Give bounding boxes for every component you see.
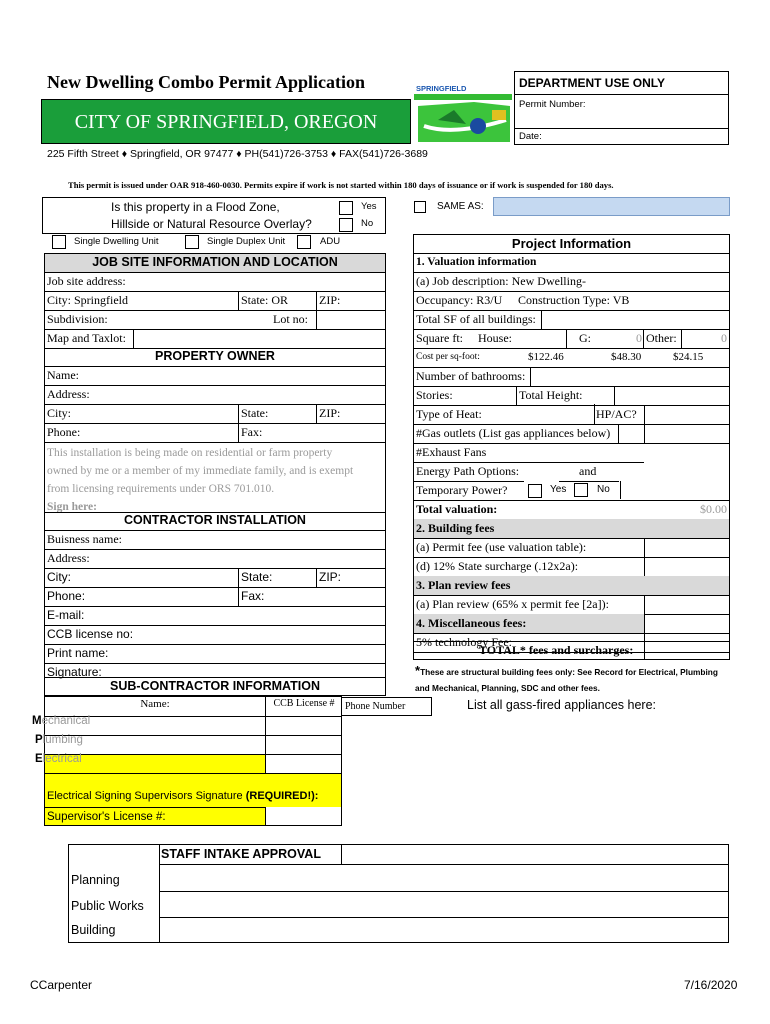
- signature-label: Signature:: [47, 665, 102, 679]
- owner-city-label: City:: [47, 406, 72, 420]
- staff-intake-table: [68, 844, 729, 943]
- energy-path-label: Energy Path Options:: [416, 464, 520, 478]
- same-as-label: SAME AS:: [437, 201, 484, 212]
- map-taxlot-field[interactable]: [45, 329, 385, 349]
- stories-row[interactable]: [414, 386, 729, 406]
- flood-yes-label: Yes: [361, 201, 377, 212]
- subdivision-row[interactable]: [45, 310, 385, 330]
- flood-no-checkbox[interactable]: [339, 218, 353, 232]
- square-ft-row[interactable]: [414, 329, 729, 349]
- business-name-label: Buisness name:: [47, 532, 122, 546]
- supervisor-signature-label: Electrical Signing Supervisors Signature: [47, 790, 243, 802]
- temp-power-row[interactable]: [414, 481, 729, 500]
- flood-question-2: Hillside or Natural Resource Overlay?: [111, 217, 312, 231]
- sign-here-field[interactable]: Sign here:: [47, 501, 97, 513]
- total-fees-row: [413, 641, 730, 660]
- contractor-header: CONTRACTOR INSTALLATION: [45, 512, 385, 531]
- total-valuation-value: $0.00: [700, 502, 727, 516]
- supervisor-license-label: Supervisor's License #:: [47, 811, 166, 823]
- total-fees-label: TOTAL* fees and surcharges:: [479, 643, 634, 657]
- ccb-license-field[interactable]: [45, 625, 385, 645]
- required-label: (REQUIRED!):: [245, 790, 319, 802]
- staff-intake-header: STAFF INTAKE APPROVAL: [161, 847, 321, 861]
- owner-name-label: Name:: [47, 368, 79, 382]
- email-field[interactable]: [45, 606, 385, 626]
- owner-city-row[interactable]: [45, 404, 385, 424]
- heat-type-label: Type of Heat:: [416, 407, 482, 421]
- plan-review-row[interactable]: [414, 595, 729, 615]
- planning-field[interactable]: [160, 865, 728, 891]
- cost-g-value: $48.30: [611, 351, 642, 363]
- planning-label: Planning: [71, 873, 120, 887]
- dept-use-title: DEPARTMENT USE ONLY: [515, 72, 728, 95]
- building-label: Building: [71, 923, 116, 937]
- owner-name-field[interactable]: [45, 366, 385, 386]
- mechanical-rest: echanical: [41, 715, 91, 727]
- project-info-header: Project Information: [414, 235, 729, 254]
- print-name-label: Print name:: [47, 646, 109, 660]
- energy-path-row[interactable]: [414, 462, 729, 481]
- owner-address-field[interactable]: [45, 385, 385, 405]
- supervisor-license-field[interactable]: [45, 807, 265, 825]
- springfield-logo: [414, 80, 512, 146]
- electrical-initial: E: [35, 753, 43, 765]
- total-sf-label: Total SF of all buildings:: [416, 312, 536, 326]
- property-owner-header: PROPERTY OWNER: [45, 348, 385, 367]
- permit-fee-row[interactable]: [414, 538, 729, 558]
- electrical-label: [35, 753, 82, 765]
- building-fees-label: 2. Building fees: [416, 521, 495, 535]
- contractor-address-label: Address:: [47, 551, 90, 565]
- plumbing-initial: P: [35, 734, 43, 746]
- footer-author: CCarpenter: [30, 978, 93, 992]
- job-site-zip-label: ZIP:: [319, 293, 341, 307]
- dept-use-box: [514, 71, 729, 145]
- temp-power-yes-label: Yes: [550, 484, 567, 495]
- contractor-fax-label: Fax:: [241, 589, 265, 603]
- flood-zone-box: [42, 197, 386, 234]
- exemption-line-2: owned by me or a member of my immediate family, and is exempt: [47, 465, 354, 477]
- city-banner: [41, 99, 411, 144]
- contractor-address-field[interactable]: [45, 549, 385, 569]
- misc-fees-row[interactable]: [414, 614, 729, 634]
- temp-power-no-label: No: [597, 484, 610, 495]
- cost-per-sqft-row: [414, 348, 729, 368]
- city-banner-text: CITY OF SPRINGFIELD, OREGON: [74, 111, 378, 133]
- plumbing-rest: lumbing: [42, 734, 83, 746]
- footnote-line-1: These are structural building fees only: See Record for Electrical, Plumbing: [420, 667, 718, 677]
- cost-other-value: $24.15: [673, 351, 704, 363]
- valuation-header-label: 1. Valuation information: [416, 256, 537, 268]
- logo-graphic-icon: [414, 80, 512, 146]
- hpac-label: HP/AC?: [596, 407, 637, 421]
- misc-fees-label: 4. Miscellaneous fees:: [416, 616, 527, 630]
- stories-label: Stories:: [416, 388, 453, 402]
- single-dwelling-checkbox[interactable]: [52, 235, 66, 249]
- ccb-license-label: CCB license no:: [47, 627, 134, 641]
- contractor-city-label: City:: [47, 570, 71, 584]
- total-sf-field[interactable]: [414, 310, 729, 330]
- gas-outlets-row[interactable]: [414, 424, 729, 444]
- surcharge-row[interactable]: [414, 557, 729, 577]
- same-as-field[interactable]: [493, 197, 730, 216]
- supervisor-signature-field[interactable]: [45, 773, 341, 807]
- other-value: 0: [721, 331, 727, 345]
- energy-and-label: and: [579, 464, 597, 478]
- exhaust-fans-row[interactable]: [414, 443, 729, 462]
- single-duplex-checkbox[interactable]: [185, 235, 199, 249]
- footer-date: 7/16/2020: [684, 978, 738, 992]
- contractor-state-label: State:: [241, 570, 273, 584]
- building-fees-header: [414, 519, 729, 539]
- adu-checkbox[interactable]: [297, 235, 311, 249]
- owner-zip-label: ZIP:: [319, 406, 341, 420]
- flood-yes-checkbox[interactable]: [339, 201, 353, 215]
- contractor-phone-label: Phone:: [47, 589, 86, 603]
- form-title: New Dwelling Combo Permit Application: [47, 72, 365, 92]
- g-value: 0: [636, 331, 642, 345]
- contractor-zip-label: ZIP:: [319, 570, 342, 584]
- left-form: [44, 253, 386, 678]
- gas-outlets-label: #Gas outlets (List gas appliances below): [416, 426, 611, 440]
- subdivision-label: Subdivision:: [47, 312, 108, 326]
- unit-type-row: [42, 234, 386, 251]
- bathrooms-label: Number of bathrooms:: [416, 369, 526, 383]
- mechanical-initial: M: [32, 715, 42, 727]
- owner-phone-label: Phone:: [47, 425, 81, 439]
- owner-state-label: State:: [241, 406, 269, 420]
- same-as-checkbox[interactable]: [414, 201, 426, 213]
- permit-number-field[interactable]: Permit Number:: [515, 95, 728, 129]
- other-label: Other:: [646, 331, 677, 345]
- plan-review-label: (a) Plan review (65% x permit fee [2a]):: [416, 597, 609, 611]
- job-site-address-label: Job site address:: [47, 274, 126, 288]
- subcontractor-table: [41, 678, 406, 828]
- job-site-city-label: City: Springfield: [47, 293, 128, 307]
- public-works-label: Public Works: [71, 899, 144, 913]
- g-label: G:: [579, 331, 591, 345]
- temp-power-yes-checkbox[interactable]: [528, 484, 542, 498]
- subcontractor-header: SUB-CONTRACTOR INFORMATION: [44, 678, 386, 696]
- logo-text: SPRINGFIELD: [416, 84, 467, 93]
- plan-review-fees-label: 3. Plan review fees: [416, 578, 511, 592]
- valuation-header: [414, 253, 729, 273]
- public-works-field[interactable]: [160, 892, 728, 917]
- flood-no-label: No: [361, 218, 374, 229]
- footnote-star: *: [415, 663, 421, 678]
- house-label: House:: [478, 331, 512, 345]
- building-field[interactable]: [160, 918, 728, 943]
- footnote-line-2: and Mechanical, Planning, SDC and other fees.: [415, 683, 600, 693]
- exemption-statement: [47, 444, 353, 516]
- mechanical-label: [32, 715, 90, 727]
- square-ft-label: Square ft:: [416, 331, 463, 345]
- heat-type-row[interactable]: [414, 405, 729, 425]
- fees-footnote: [415, 663, 718, 696]
- job-site-header: JOB SITE INFORMATION AND LOCATION: [45, 254, 385, 273]
- total-valuation-label: Total valuation:: [416, 502, 498, 516]
- plumbing-label: [35, 734, 83, 746]
- permit-notice: This permit is issued under OAR 918-460-0030. Permits expire if work is not started within 180 days of issuance or if work is suspended for 180 days.: [68, 180, 614, 190]
- job-site-state-label: State: OR: [241, 293, 288, 307]
- cost-label: Cost per sq-foot:: [416, 352, 480, 362]
- project-info-box: [413, 234, 730, 660]
- lot-label: Lot no:: [273, 312, 308, 326]
- job-description-label: (a) Job description: New Dwelling-: [416, 274, 586, 288]
- flood-question-1: Is this property in a Flood Zone,: [111, 200, 280, 214]
- col-name-header: Name:: [140, 698, 170, 710]
- temp-power-label: Temporary Power?: [416, 483, 508, 497]
- job-site-city-row[interactable]: [45, 291, 385, 311]
- adu-label: ADU: [320, 236, 341, 247]
- single-dwelling-label: Single Dwelling Unit: [74, 236, 159, 247]
- plan-review-fees-header: [414, 576, 729, 596]
- owner-fax-label: Fax:: [241, 425, 263, 439]
- gas-appliances-label: List all gass-fired appliances here:: [467, 698, 656, 712]
- email-label: E-mail:: [47, 608, 85, 622]
- temp-power-no-checkbox[interactable]: [574, 483, 588, 497]
- print-name-field[interactable]: [45, 644, 385, 664]
- exhaust-fans-label: #Exhaust Fans: [416, 445, 487, 459]
- contractor-city-row[interactable]: [45, 568, 385, 588]
- total-valuation-row: [414, 500, 729, 520]
- single-duplex-label: Single Duplex Unit: [207, 236, 286, 247]
- electrical-rest: lectrical: [42, 753, 82, 765]
- owner-phone-row[interactable]: [45, 423, 385, 443]
- surcharge-label: (d) 12% State surcharge (.12x2a):: [416, 559, 579, 573]
- permit-fee-label: (a) Permit fee (use valuation table):: [416, 540, 587, 554]
- occupancy-label: Occupancy: R3/U: [416, 293, 503, 307]
- contractor-phone-row[interactable]: [45, 587, 385, 607]
- dept-date-field[interactable]: Date:: [519, 131, 542, 142]
- col-phone-header: Phone Number: [342, 697, 432, 716]
- construction-type-label: Construction Type: VB: [518, 293, 630, 307]
- address-line: 225 Fifth Street ♦ Springfield, OR 97477 ♦ PH(541)726-3753 ♦ FAX(541)726-3689: [47, 148, 428, 160]
- job-description-field[interactable]: [414, 272, 729, 292]
- tech-fee-label: 5% technology Fee:: [416, 635, 512, 649]
- occupancy-row: [414, 291, 729, 311]
- exemption-line-3: from licensing requirements under ORS 701.010.: [47, 483, 275, 495]
- cost-house-value: $122.46: [528, 351, 564, 363]
- bathrooms-field[interactable]: [414, 367, 729, 387]
- map-taxlot-label: Map and Taxlot:: [47, 331, 126, 345]
- business-name-field[interactable]: [45, 530, 385, 550]
- owner-address-label: Address:: [47, 387, 90, 401]
- col-ccb-header: CCB License #: [273, 698, 335, 709]
- job-site-address-field[interactable]: [45, 272, 385, 292]
- exemption-line-1: This installation is being made on residential or farm property: [47, 447, 333, 459]
- total-height-label: Total Height:: [519, 388, 583, 402]
